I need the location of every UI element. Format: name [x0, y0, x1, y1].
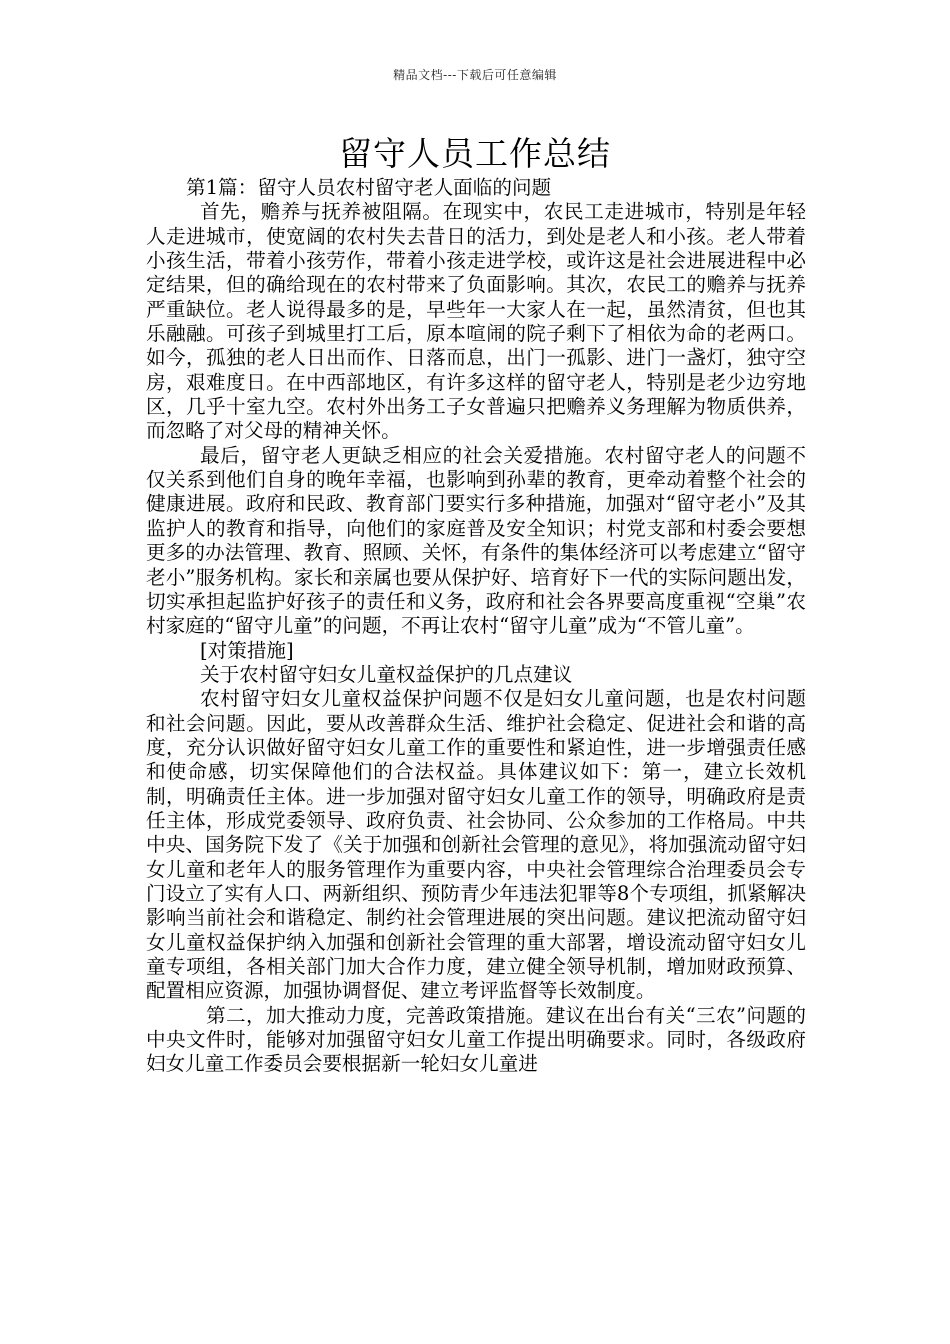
section-heading: 关于农村留守妇女儿童权益保护的几点建议 [200, 662, 573, 686]
chapter-heading: 第1篇：留守人员农村留守老人面临的问题 [186, 176, 552, 199]
document-title: 留守人员工作总结 [339, 134, 611, 173]
paragraph-2: 最后，留守老人更缺乏相应的社会关爱措施。农村留守老人的问题不仅关系到他们自身的晚年幸福，也影响到孙辈的教育，更牵动着整个社会的健康进展。政府和民政、教育部门要实行多种措施，加强对“留守老小”及其监护人的教育和指导，向他们的家庭普及安全知识；村党支部和村委会要想更多的办法管理、教育、照顾、关怀，有条件的集体经济可以考虑建立“留守老小”服务机构。家长和亲属也要从保护好、培育好下一代的实际问题出发，切实承担起监护好孩子的责任和义务，政府和社会各界要高度重视“空巢”农村家庭的“留守儿童”的问题，不再让农村“留守儿童”成为“不管儿童”。 [146, 443, 806, 638]
paragraph-3: 农村留守妇女儿童权益保护问题不仅是妇女儿童问题，也是农村问题和社会问题。因此，要从改善群众生活、维护社会稳定、促进社会和谐的高度，充分认识做好留守妇女儿童工作的重要性和紧迫性，进一步增强责任感和使命感，切实保障他们的合法权益。具体建议如下：第一，建立长效机制，明确责任主体。进一步加强对留守妇女儿童工作的领导，明确政府是责任主体，形成党委领导、政府负责、社会协同、公众参加的工作格局。中共中央、国务院下发了《关于加强和创新社会管理的意见》，将加强流动留守妇女儿童和老年人的服务管理作为重要内容，中央社会管理综合治理委员会专门设立了实有人口、两新组织、预防青少年违法犯罪等8个专项组，抓紧解决影响当前社会和谐稳定、制约社会管理进展的突出问题。建议把流动留守妇女儿童权益保护纳入加强和创新社会管理的重大部署，增设流动留守妇女儿童专项组，各相关部门加大合作力度，建立健全领导机制，增加财政预算、配置相应资源，加强协调督促、建立考评监督等长效制度。 [146, 687, 806, 1003]
paragraph-1: 首先，赡养与抚养被阻隔。在现实中，农民工走进城市，特别是年轻人走进城市，使宽阔的农村失去昔日的活力，到处是老人和小孩。老人带着小孩生活，带着小孩劳作，带着小孩走进学校，或许这是社会进展进程中必定结果，但的确给现在的农村带来了负面影响。其次，农民工的赡养与抚养严重缺位。老人说得最多的是，早些年一大家人在一起，虽然清贫，但也其乐融融。可孩子到城里打工后，原本喧闹的院子剩下了相依为命的老两口。如今，孤独的老人日出而作、日落而息，出门一孤影、进门一盏灯，独守空房，艰难度日。在中西部地区，有许多这样的留守老人，特别是老少边穷地区，几乎十室九空。农村外出务工子女普遍只把赡养义务理解为物质供养，而忽略了对父母的精神关怀。 [146, 200, 806, 443]
paragraph-4: 第二，加大推动力度，完善政策措施。建议在出台有关“三农”问题的中央文件时，能够对加强留守妇女儿童工作提出明确要求。同时，各级政府妇女儿童工作委员会要根据新一轮妇女儿童进 [146, 1003, 806, 1076]
header-note: 精品文档---下载后可任意编辑 [393, 68, 557, 82]
section-label: [对策措施] [200, 638, 294, 662]
document-body [146, 176, 806, 1077]
